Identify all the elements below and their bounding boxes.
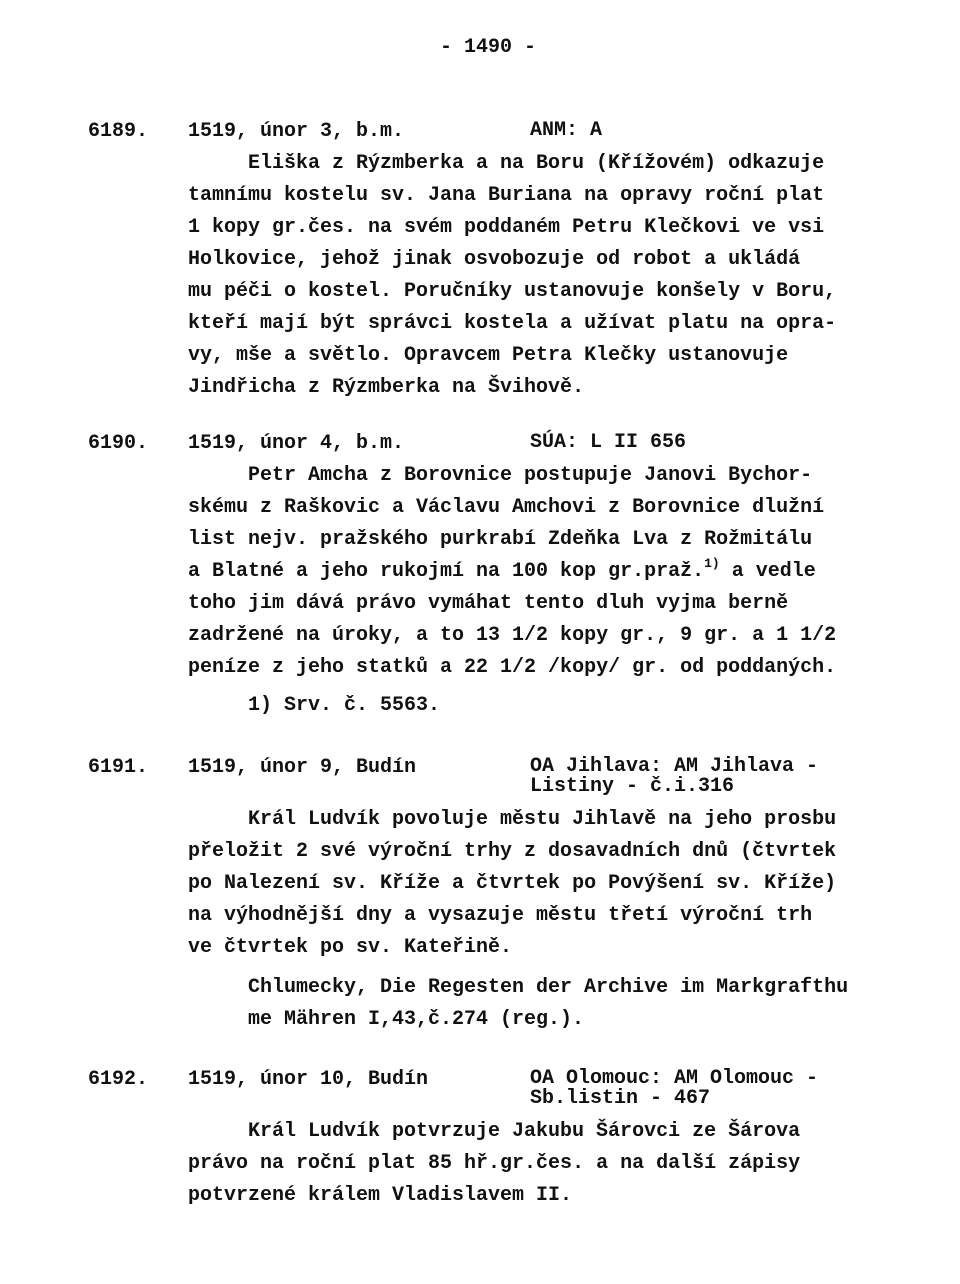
footnote-marker: 1) bbox=[704, 556, 720, 571]
entry-date: 1519, únor 4, b.m. bbox=[188, 432, 405, 455]
regest-line: Petr Amcha z Borovnice postupuje Janovi Bychor- bbox=[248, 464, 813, 487]
entry-archive: SÚA: L II 656 bbox=[530, 431, 687, 454]
regest-line: 1 kopy gr.čes. na svém poddaném Petru Klečkovi ve vsi bbox=[188, 216, 825, 239]
regest-line: přeložit 2 své výroční trhy z dosavadních dnů (čtvrtek bbox=[188, 840, 837, 863]
literature-reference: Chlumecky, Die Regesten der Archive im Markgrafthu bbox=[248, 976, 849, 999]
regest-text: a Blatné a jeho rukojmí na 100 kop gr.praž. bbox=[188, 560, 705, 583]
regest-line: peníze z jeho statků a 22 1/2 /kopy/ gr. od poddaných. bbox=[188, 656, 837, 679]
regest-line: skému z Raškovic a Václavu Amchovi z Borovnice dlužní bbox=[188, 496, 825, 519]
footnote: 1) Srv. č. 5563. bbox=[248, 694, 441, 717]
entry-number: 6190. bbox=[88, 432, 149, 455]
regest-line: zadržené na úroky, a to 13 1/2 kopy gr., 9 gr. a 1 1/2 bbox=[188, 624, 837, 647]
entry-date: 1519, únor 10, Budín bbox=[188, 1068, 429, 1091]
entry-archive-line: OA Olomouc: AM Olomouc - bbox=[530, 1067, 819, 1090]
regest-line: mu péči o kostel. Poručníky ustanovuje konšely v Boru, bbox=[188, 280, 837, 303]
entry-archive-line: Listiny - č.i.316 bbox=[530, 775, 735, 798]
regest-line: po Nalezení sv. Kříže a čtvrtek po Povýšení sv. Kříže) bbox=[188, 872, 837, 895]
entry-date: 1519, únor 3, b.m. bbox=[188, 120, 405, 143]
regest-line: potvrzené králem Vladislavem II. bbox=[188, 1184, 573, 1207]
regest-line: na výhodnější dny a vysazuje městu třetí výroční trh bbox=[188, 904, 813, 927]
entry-number: 6192. bbox=[88, 1068, 149, 1091]
regest-line: Král Ludvík potvrzuje Jakubu Šárovci ze Šárova bbox=[248, 1120, 801, 1143]
regest-line: Jindřicha z Rýzmberka na Švihově. bbox=[188, 376, 585, 399]
regest-line: list nejv. pražského purkrabí Zdeňka Lva z Rožmitálu bbox=[188, 528, 813, 551]
regest-line: kteří mají být správci kostela a užívat platu na opra- bbox=[188, 312, 837, 335]
regest-line bbox=[188, 556, 816, 583]
regest-line: tamnímu kostelu sv. Jana Buriana na opravy roční plat bbox=[188, 184, 825, 207]
page-number: - 1490 - bbox=[440, 36, 537, 59]
regest-line: Holkovice, jehož jinak osvobozuje od robot a ukládá bbox=[188, 248, 801, 271]
entry-archive: ANM: A bbox=[530, 119, 603, 142]
regest-line: ve čtvrtek po sv. Kateřině. bbox=[188, 936, 513, 959]
regest-line: toho jim dává právo vymáhat tento dluh vyjma berně bbox=[188, 592, 789, 615]
entry-archive-line: OA Jihlava: AM Jihlava - bbox=[530, 755, 819, 778]
regest-line: vy, mše a světlo. Opravcem Petra Klečky ustanovuje bbox=[188, 344, 789, 367]
regest-line: Eliška z Rýzmberka a na Boru (Křížovém) odkazuje bbox=[248, 152, 825, 175]
regest-line: Král Ludvík povoluje městu Jihlavě na jeho prosbu bbox=[248, 808, 837, 831]
literature-reference: me Mähren I,43,č.274 (reg.). bbox=[248, 1008, 585, 1031]
regest-text: a vedle bbox=[719, 560, 816, 583]
regest-line: právo na roční plat 85 hř.gr.čes. a na další zápisy bbox=[188, 1152, 801, 1175]
entry-number: 6189. bbox=[88, 120, 149, 143]
entry-date: 1519, únor 9, Budín bbox=[188, 756, 417, 779]
entry-archive-line: Sb.listin - 467 bbox=[530, 1087, 711, 1110]
entry-number: 6191. bbox=[88, 756, 149, 779]
